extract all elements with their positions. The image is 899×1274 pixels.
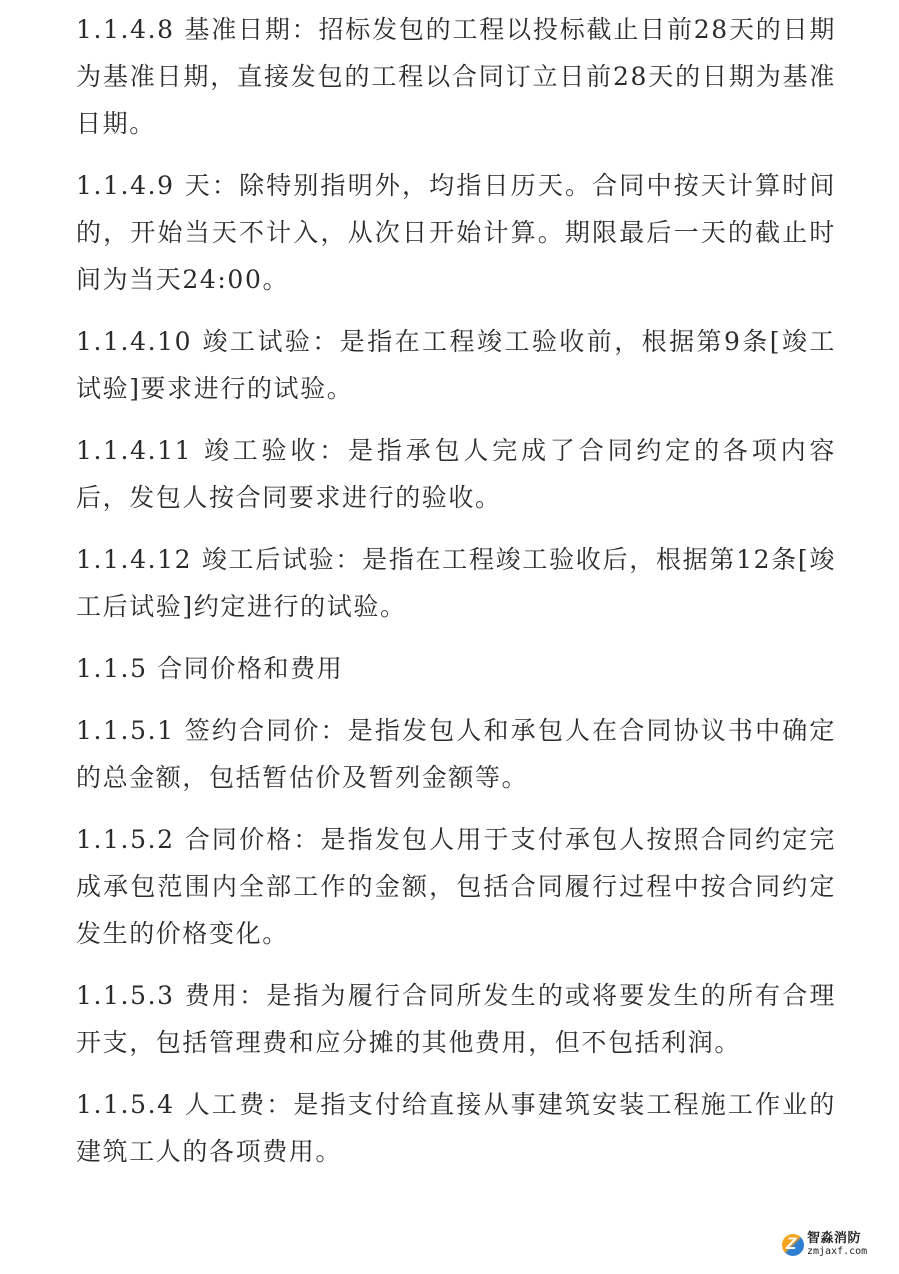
clause-1-1-5-2: 1.1.5.2 合同价格：是指发包人用于支付承包人按照合同约定完成承包范围内全部工作的金额，包括合同履行过程中按合同约定发生的价格变化。 <box>76 825 836 948</box>
clause-1-1-5-4: 1.1.5.4 人工费：是指支付给直接从事建筑安装工程施工作业的建筑工人的各项费用。 <box>76 1090 836 1166</box>
clause-1-1-4-11: 1.1.4.11 竣工验收：是指承包人完成了合同约定的各项内容后，发包人按合同要求进行的验收。 <box>76 436 836 512</box>
watermark-name: 智淼消防 <box>807 1231 862 1246</box>
clause-1-1-5-3: 1.1.5.3 费用：是指为履行合同所发生的或将要发生的所有合理开支，包括管理费和应分摊的其他费用，但不包括利润。 <box>76 981 836 1057</box>
clause-1-1-4-8: 1.1.4.8 基准日期：招标发包的工程以投标截止日前28天的日期为基准日期，直接发包的工程以合同订立日前28天的日期为基准日期。 <box>76 15 836 138</box>
section-heading-1-1-5: 1.1.5 合同价格和费用 <box>76 654 344 683</box>
zmjaxf-logo-icon <box>782 1234 804 1256</box>
clause-1-1-4-12: 1.1.4.12 竣工后试验：是指在工程竣工验收后，根据第12条[竣工后试验]约定进行的试验。 <box>76 545 836 621</box>
clause-1-1-4-9: 1.1.4.9 天：除特别指明外，均指日历天。合同中按天计算时间的，开始当天不计入，从次日开始计算。期限最后一天的截止时间为当天24:00。 <box>76 171 836 294</box>
document-body <box>76 6 836 1190</box>
clause-1-1-4-10: 1.1.4.10 竣工试验：是指在工程竣工验收前，根据第9条[竣工试验]要求进行的试验。 <box>76 327 836 403</box>
watermark-text <box>807 1232 867 1258</box>
watermark-url: zmjaxf.com <box>807 1246 868 1257</box>
watermark <box>782 1232 867 1258</box>
clause-1-1-5-1: 1.1.5.1 签约合同价：是指发包人和承包人在合同协议书中确定的总金额，包括暂估价及暂列金额等。 <box>76 716 836 792</box>
